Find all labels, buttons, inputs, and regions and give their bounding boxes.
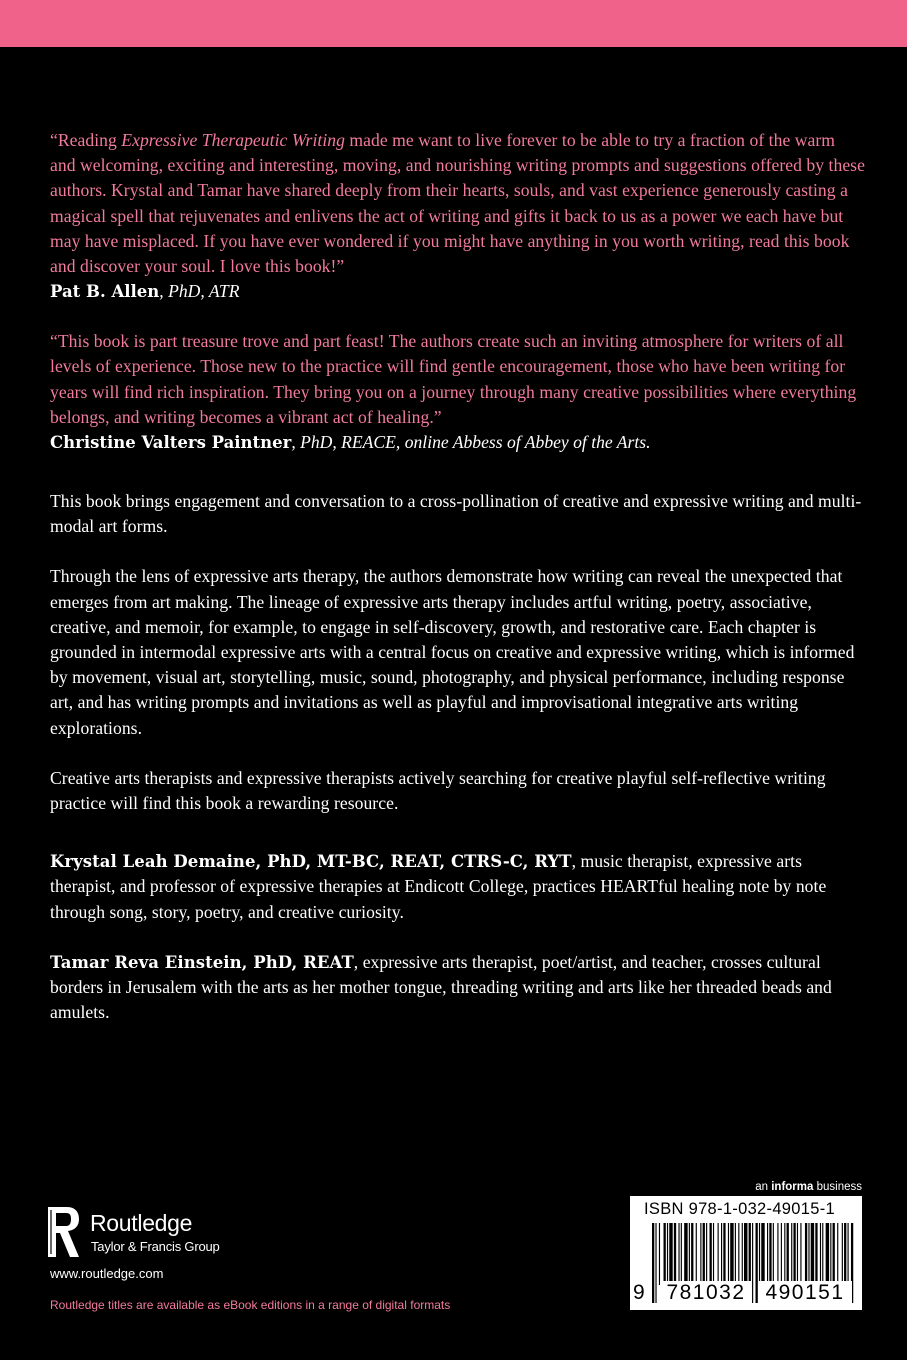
barcode-bar <box>738 1223 739 1285</box>
barcode-bar <box>689 1223 690 1285</box>
ebook-availability-note: Routledge titles are available as eBook editions in a range of digital formats <box>50 1298 451 1312</box>
barcode-bar <box>820 1223 821 1285</box>
barcode-bar <box>791 1223 792 1285</box>
barcode-bar <box>669 1223 672 1285</box>
barcode-bar <box>735 1223 736 1285</box>
barcode-bar <box>793 1223 795 1285</box>
barcode-bar <box>744 1223 747 1285</box>
publisher-website-link[interactable]: www.routledge.com <box>50 1266 164 1281</box>
barcode-bar <box>730 1223 733 1285</box>
author-bio-text: , expressive arts therapist, poet/artist, and teacher, crosses cultural borders in Jerusalem with the arts as her mother tongue, threading writing and arts like her threaded beads and amulets. <box>50 951 832 1023</box>
barcode-bar <box>767 1223 768 1285</box>
barcode-bar <box>805 1223 807 1285</box>
description-paragraph: Creative arts therapists and expressive therapists actively searching for creative playful self-reflective writing practice will find this book a rewarding resource. <box>50 767 826 814</box>
barcode-bar <box>826 1223 829 1285</box>
barcode-bar <box>706 1223 707 1285</box>
endorser-1 <box>50 279 865 304</box>
barcode-bar <box>700 1223 701 1285</box>
description-paragraph: Through the lens of expressive arts therapy, the authors demonstrate how writing can reveal the unexpected that emerges from art making. The lineage of expressive arts therapy includes artful writing, poetry, associative, creative, and memoir, for example, to engage in self-discovery, growth, and restorative care. Each chapter is grounded in intermodal expressive arts with a central focus on creative and expressive writing, which is informed by movement, visual art, storytelling, music, sound, photography, and physical performance, including response art, and has writing prompts and invitations as well as playful and improvisational integrative arts writing explorations. <box>50 566 855 738</box>
publisher-logo <box>46 1206 246 1262</box>
barcode-bar <box>842 1223 843 1285</box>
barcode-bar <box>784 1223 785 1285</box>
publisher-name: Routledge <box>90 1210 193 1236</box>
author-bio-text: , music therapist, expressive arts therapist, and professor of expressive therapies at Endicott College, practices HEARTful healing note by note through song, story, poetry, and creative curiosity. <box>50 851 827 922</box>
barcode-bar <box>837 1223 838 1285</box>
author-name: Krystal Leah Demaine, PhD, MT-BC, REAT, CTRS-C, RYT <box>50 852 572 872</box>
barcode-bar <box>742 1223 743 1285</box>
publisher-group: Taylor & Francis Group <box>91 1239 220 1254</box>
description-paragraph: This book brings engagement and conversation to a cross-pollination of creative and expressive writing and multi-modal art forms. <box>50 491 862 537</box>
top-accent-band <box>0 0 907 47</box>
barcode-digit-group-2: 490151 <box>758 1281 852 1305</box>
barcode-bar <box>777 1223 778 1285</box>
quote-text: “Reading <box>50 130 122 150</box>
barcode-bar <box>761 1223 764 1285</box>
barcode-bar <box>723 1223 725 1285</box>
barcode-bar <box>667 1223 668 1285</box>
barcode-digit-group-1: 781032 <box>660 1281 752 1305</box>
author-bio <box>50 849 865 925</box>
endorsement-quote-1 <box>50 128 865 279</box>
barcode-bar <box>674 1223 676 1285</box>
barcode-bar <box>696 1223 697 1285</box>
barcode-bar <box>703 1223 705 1285</box>
barcode-bar <box>684 1223 687 1285</box>
informa-pre: an <box>755 1181 772 1193</box>
book-title: Expressive Therapeutic Writing <box>121 130 345 150</box>
barcode-bar <box>659 1223 660 1285</box>
routledge-r-icon <box>46 1206 80 1258</box>
barcode-bar <box>787 1223 789 1285</box>
barcode-bar <box>833 1223 835 1285</box>
endorser-credentials: , PhD, REACE, online Abbess of Abbey of the Arts. <box>291 432 651 453</box>
informa-post: business <box>813 1181 862 1193</box>
barcode-bar <box>759 1223 760 1285</box>
barcode-bar <box>830 1223 831 1285</box>
barcode-bar <box>728 1223 729 1285</box>
barcode-bar <box>721 1223 722 1285</box>
barcode-bar <box>797 1223 798 1285</box>
barcode-bar <box>800 1223 801 1285</box>
endorser-2 <box>50 430 865 455</box>
barcode-bar <box>691 1223 693 1285</box>
barcode-bar <box>713 1223 714 1285</box>
barcode-bar <box>678 1223 679 1285</box>
barcode-digits <box>630 1281 862 1305</box>
barcode-bar <box>781 1223 782 1285</box>
barcode-bar <box>808 1223 809 1285</box>
barcode-bar <box>681 1223 682 1285</box>
author-bio <box>50 950 865 1026</box>
isbn-label: ISBN 978-1-032-49015-1 <box>644 1200 835 1218</box>
endorser-name: Pat B. Allen <box>50 282 160 302</box>
endorsement-quote-2: “This book is part treasure trove and part feast! The authors create such an inviting atmosphere for writers of all levels of experience. Those new to the practice will find gentle encouragement, those who have been writing for years will find rich inspiration. They bring you on a journey through many creative possibilities where everything belongs, and writing becomes a vibrant act of healing.” <box>50 331 857 427</box>
endorser-credentials: , PhD, ATR <box>159 281 240 302</box>
barcode-bar <box>773 1223 774 1285</box>
barcode-bar <box>718 1223 719 1285</box>
barcode-bar <box>769 1223 771 1285</box>
barcode-bar <box>844 1223 846 1285</box>
informa-tagline <box>750 1181 862 1193</box>
author-name: Tamar Reva Einstein, PhD, REAT <box>50 952 354 972</box>
barcode-bar <box>664 1223 666 1285</box>
barcode-bar <box>822 1223 823 1285</box>
barcode-bar <box>749 1223 751 1285</box>
endorser-name: Christine Valters Paintner <box>50 433 292 453</box>
barcode-bar <box>815 1223 817 1285</box>
back-cover-text <box>50 128 865 1025</box>
isbn-barcode <box>630 1196 862 1310</box>
quote-text: made me want to live forever to be able to try a fraction of the warm and welcoming, exciting and interesting, moving, and nourishing writing prompts and suggestions offered by these authors. Krystal and Tamar have shared deeply from their hearts, souls, and vast experience generously casting a magical spell that rejuvenates and enlivens the act of writing and gifts it back to us as a power we each have but may have misplaced. If you have ever wondered if you might have anything in you worth writing, read this book and discover your soul. I love this book!” <box>50 130 865 277</box>
barcode-bar <box>848 1223 849 1285</box>
informa-brand: informa <box>771 1181 814 1193</box>
barcode-digit-first: 9 <box>633 1281 645 1304</box>
barcode-bar <box>811 1223 814 1285</box>
barcode-bar <box>710 1223 712 1285</box>
